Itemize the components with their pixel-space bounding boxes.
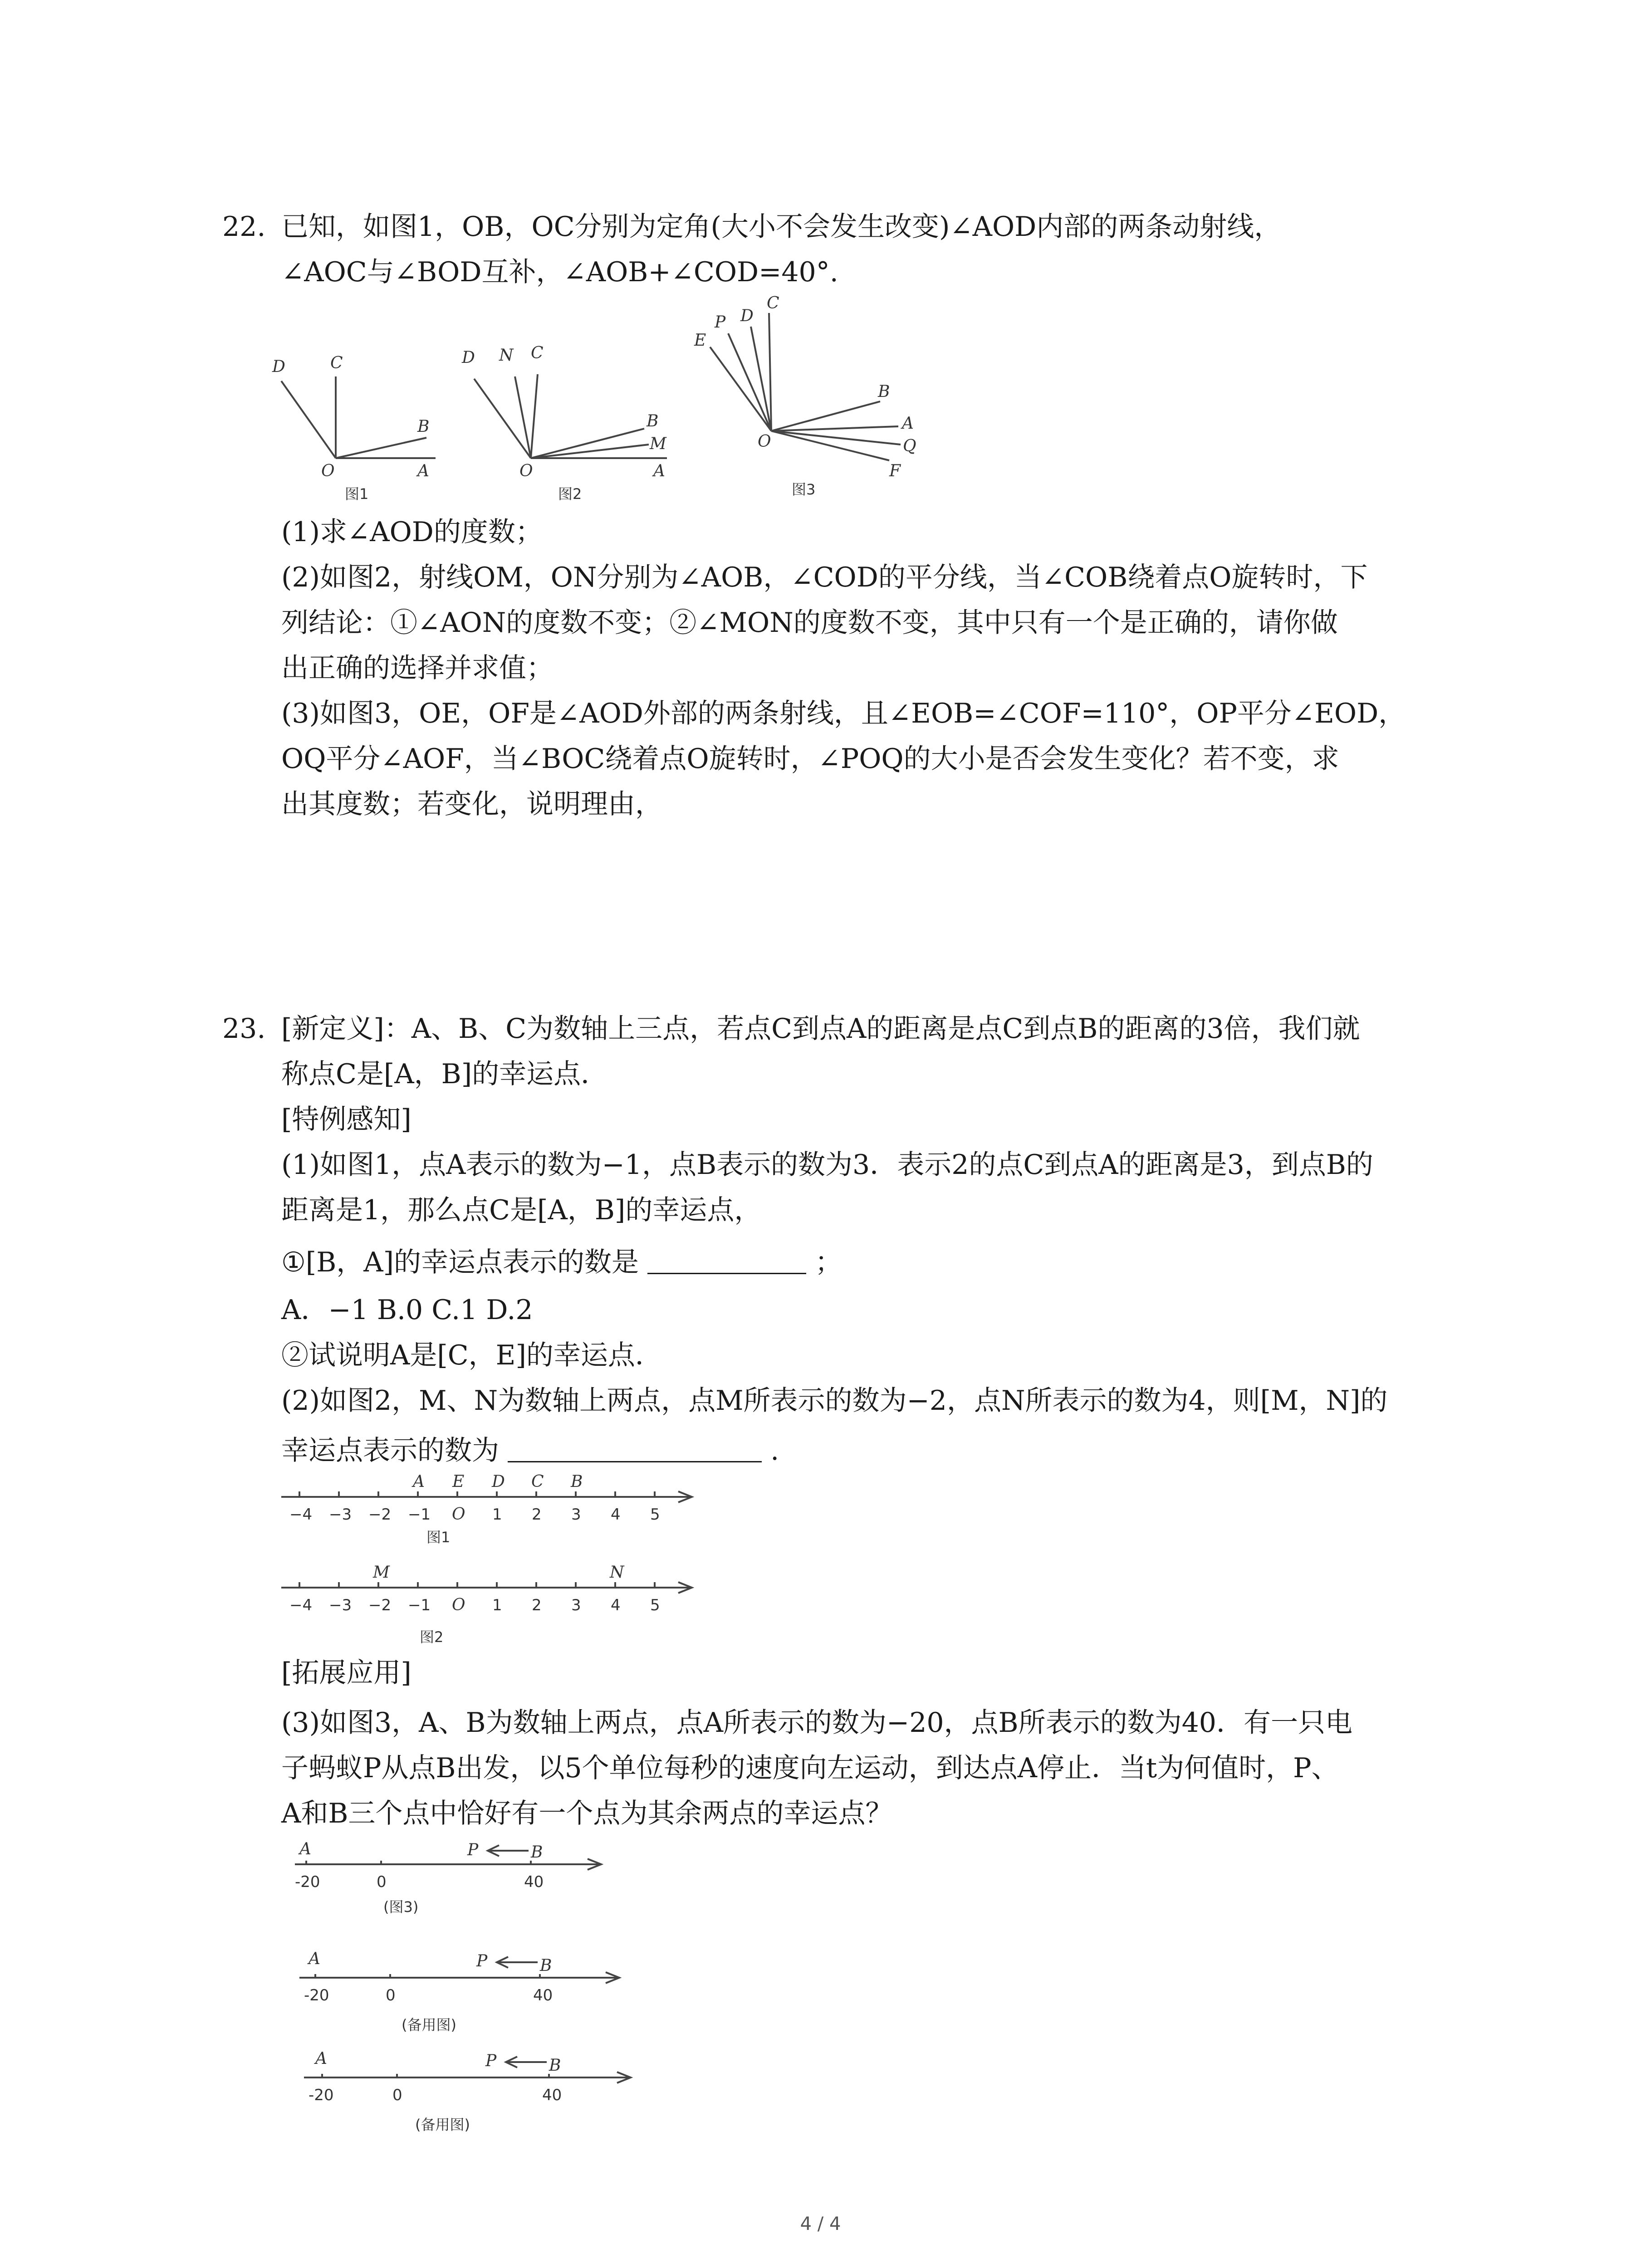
fig1-label-A: A (417, 462, 429, 480)
nl1-point-C: C (531, 1472, 544, 1491)
q23-p1-q2: ②试说明A是[C，E]的幸运点． (281, 1339, 662, 1371)
q22-figure-2 (454, 336, 690, 508)
fig3-label-B: B (878, 382, 890, 401)
fig2-label-N: N (499, 346, 514, 365)
q23-p1-q1-text: ①[B，A]的幸运点表示的数是 (281, 1246, 639, 1278)
q23-p1-line2: 距离是1，那么点C是[A，B]的幸运点， (281, 1194, 762, 1226)
fig3-label-C: C (767, 294, 779, 313)
fig3-label-O: O (758, 432, 771, 451)
nl1-caption: 图1 (426, 1529, 451, 1546)
fig2-label-D: D (462, 348, 475, 367)
q23-p3-line1: (3)如图3，A、B为数轴上两点，点A所表示的数为−20，点B所表示的数为40．有一只电 (281, 1707, 1352, 1739)
q22-part2-line3: 出正确的选择并求值； (281, 652, 554, 684)
nl2-tick-label: O (452, 1596, 465, 1614)
q22-stem-line2: ∠AOC与∠BOD互补，∠AOB+∠COD=40°. (281, 256, 838, 288)
nl1-tick-label: 1 (492, 1505, 502, 1524)
spare1-tick-label: 0 (386, 1986, 396, 2004)
fig2-caption: 图2 (558, 485, 582, 503)
fig3-label-B: B (531, 1843, 543, 1862)
q23-section-extend: [拓展应用] (281, 1657, 411, 1689)
q23-p2-line1: (2)如图2，M、N为数轴上两点，点M所表示的数为−2，点N所表示的数为4，则[M，N]的 (281, 1385, 1388, 1417)
fig3-label-F: F (889, 462, 901, 480)
fig1-label-C: C (330, 354, 343, 372)
q23-p2-line2-end: . (770, 1435, 779, 1466)
fig1-label-O: O (321, 462, 335, 480)
q23-section-special: [特例感知] (281, 1104, 411, 1135)
spare2-tick-label: 40 (542, 2086, 562, 2104)
nl2-tick-label: 4 (611, 1596, 621, 1614)
q23-p1-line1: (1)如图1，点A表示的数为−1，点B表示的数为3．表示2的点C到点A的距离是3，到点B的 (281, 1149, 1373, 1181)
q23-p1-options: A．−1 B.0 C.1 D.2 (281, 1294, 533, 1326)
nl2-tick-label: 3 (571, 1596, 581, 1614)
question-23-number: 23. (222, 1013, 266, 1045)
q23-p3-line2: 子蚂蚁P从点B出发，以5个单位每秒的速度向左运动，到达点A停止．当t为何值时，P、 (281, 1752, 1339, 1784)
question-22-number: 22. (222, 211, 266, 243)
nl1-tick-label: −1 (408, 1505, 431, 1524)
spare2-label-A: A (315, 2049, 327, 2068)
nl2-tick-label: 1 (492, 1596, 502, 1614)
fig3-tick-label: -20 (295, 1873, 320, 1891)
nl1-tick-label: 3 (571, 1505, 581, 1524)
fig1-caption: 图1 (345, 485, 369, 503)
spare1-label-A: A (309, 1950, 320, 1968)
number-line-fig2 (272, 1560, 703, 1647)
fig3-label-P: P (467, 1841, 479, 1859)
q23-p1-q1 (281, 1241, 842, 1284)
nl2-tick-label: −4 (289, 1596, 313, 1614)
nl1-tick-label: −2 (368, 1505, 392, 1524)
spare2-label-P: P (485, 2052, 497, 2070)
fig3-caption: 图3 (792, 481, 816, 498)
q22-part2-line2: 列结论：①∠AON的度数不变；②∠MON的度数不变，其中只有一个是正确的，请你做 (281, 607, 1338, 639)
nl2-point-M: M (373, 1563, 390, 1582)
fig3-tick-label: 0 (377, 1873, 387, 1891)
nl2-caption: 图2 (420, 1628, 444, 1646)
spare1-tick-label: -20 (304, 1986, 329, 2004)
fig3-caption: (图3) (383, 1898, 419, 1916)
fig2-label-O: O (519, 462, 533, 480)
fig3-tick-label: 40 (524, 1873, 544, 1891)
nl1-tick-label: −4 (289, 1505, 313, 1524)
nl2-tick-label: 2 (532, 1596, 542, 1614)
fig3-label-A: A (902, 414, 914, 433)
nl1-point-D: D (492, 1472, 505, 1491)
fig1-label-D: D (272, 357, 285, 376)
fig3-label-P: P (715, 313, 726, 332)
nl2-tick-label: −1 (408, 1596, 431, 1614)
nl1-tick-label: O (452, 1505, 465, 1524)
answer-blank-1 (647, 1246, 806, 1274)
page-number: 4 / 4 (800, 2214, 841, 2234)
fig2-label-B: B (647, 412, 659, 430)
q23-spare-figure-1 (290, 1941, 626, 2041)
fig1-label-B: B (417, 417, 430, 436)
q22-part1: (1)求∠AOD的度数； (281, 516, 543, 548)
nl1-point-A: A (413, 1472, 425, 1491)
fig2-label-C: C (531, 344, 544, 362)
spare2-tick-label: -20 (309, 2086, 334, 2104)
spare1-label-B: B (540, 1956, 552, 1975)
q23-p1-q1-end: ； (815, 1246, 843, 1278)
q22-figure-3 (685, 295, 939, 508)
fig2-label-A: A (653, 462, 665, 480)
nl1-tick-label: 2 (532, 1505, 542, 1524)
nl2-point-N: N (610, 1563, 624, 1582)
spare1-caption: (备用图) (402, 2016, 456, 2033)
q22-part2-line1: (2)如图2，射线OM，ON分别为∠AOB，∠COD的平分线，当∠COB绕着点O旋转时，下 (281, 562, 1368, 593)
nl1-point-E: E (452, 1472, 465, 1491)
q23-def-line2: 称点C是[A，B]的幸运点． (281, 1058, 608, 1090)
spare2-tick-label: 0 (392, 2086, 402, 2104)
q23-spare-figure-2 (295, 2041, 640, 2141)
fig2-label-M: M (650, 435, 666, 453)
nl1-tick-label: 4 (611, 1505, 621, 1524)
nl1-tick-label: −3 (329, 1505, 352, 1524)
fig3-label-Q: Q (903, 437, 916, 455)
q22-stem-line1: 已知，如图1，OB，OC分别为定角(大小不会发生改变)∠AOD内部的两条动射线， (281, 211, 1282, 243)
nl1-tick-label: 5 (650, 1505, 660, 1524)
fig3-label-A: A (299, 1840, 311, 1858)
q23-p3-line3: A和B三个点中恰好有一个点为其余两点的幸运点？ (281, 1798, 893, 1829)
nl1-point-B: B (571, 1472, 583, 1491)
fig3-label-E: E (694, 331, 706, 350)
q22-part3-line2: OQ平分∠AOF，当∠BOC绕着点O旋转时，∠POQ的大小是否会发生变化？若不变，求 (281, 743, 1339, 775)
q23-figure-3 (286, 1837, 612, 1932)
q23-p2-line2-text: 幸运点表示的数为 (281, 1435, 499, 1466)
q23-p2-line2 (281, 1429, 779, 1472)
nl2-tick-label: −3 (329, 1596, 352, 1614)
spare1-tick-label: 40 (533, 1986, 553, 2004)
spare2-caption: (备用图) (415, 2116, 470, 2133)
answer-blank-2 (508, 1434, 762, 1462)
fig3-label-D: D (740, 307, 754, 325)
nl2-tick-label: 5 (650, 1596, 660, 1614)
number-line-fig1 (272, 1470, 703, 1547)
q22-figure-1 (272, 345, 445, 508)
nl2-tick-label: −2 (368, 1596, 392, 1614)
spare1-label-P: P (476, 1952, 488, 1970)
q23-def-line1: [新定义]：A、B、C为数轴上三点，若点C到点A的距离是点C到点B的距离的3倍，我们就 (281, 1013, 1360, 1045)
q22-part3-line3: 出其度数；若变化，说明理由， (281, 788, 662, 820)
spare2-label-B: B (549, 2056, 561, 2075)
q22-part3-line1: (3)如图3，OE，OF是∠AOD外部的两条射线，且∠EOB=∠COF=110°，OP平分∠EOD， (281, 698, 1406, 729)
